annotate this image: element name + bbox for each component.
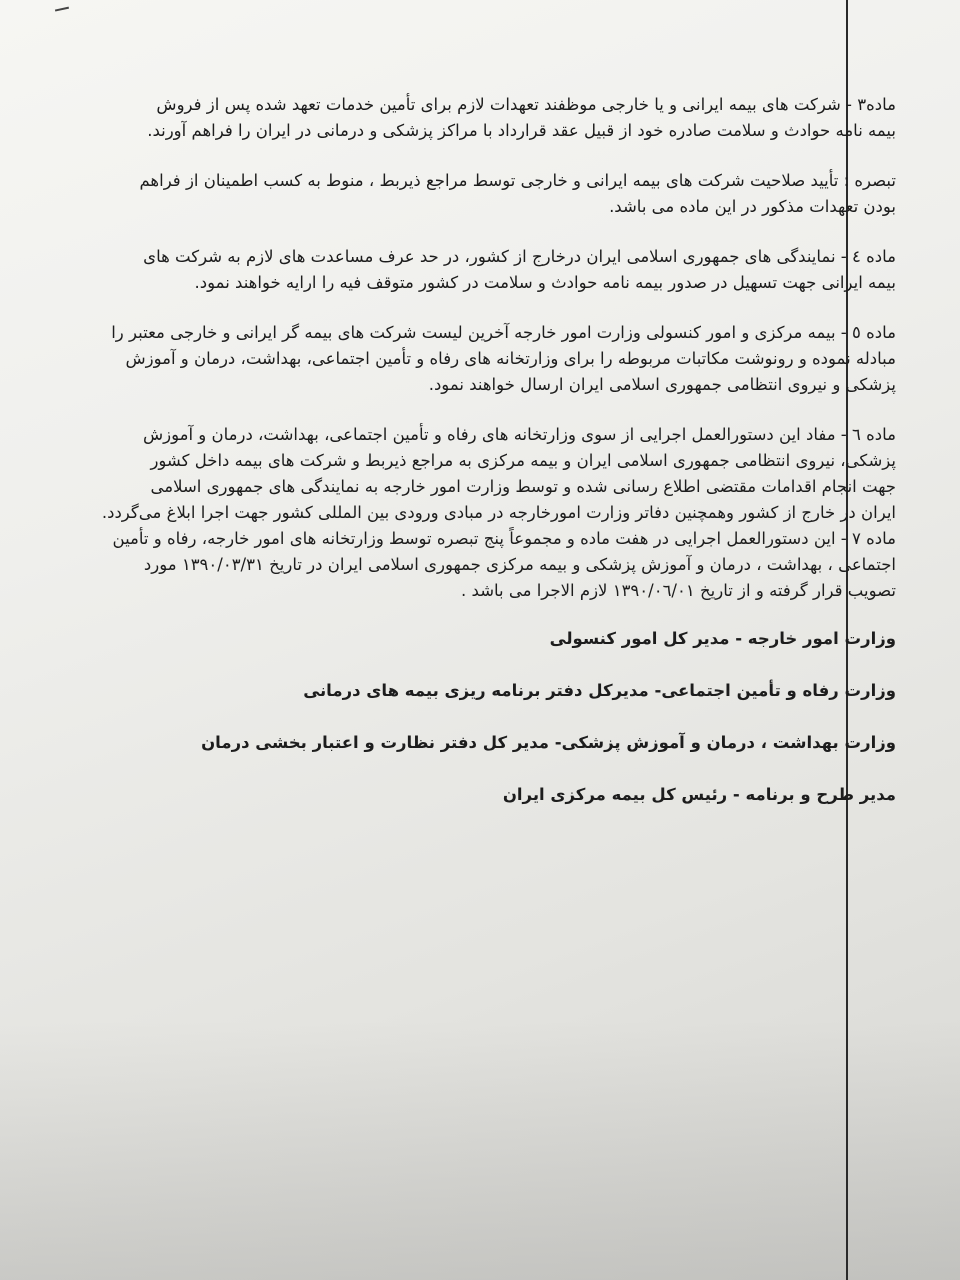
signatories — [52, 626, 896, 808]
text-line: بیمه ایرانی جهت تسهیل در صدور بیمه نامه حوادث و سلامت در کشور متوقف فیه را ارایه خواهند نمود. — [194, 273, 896, 292]
signatory: وزارت امور خارجه - مدیر کل امور کنسولی — [549, 629, 896, 648]
text-line: اجتماعی ، بهداشت ، درمان و آموزش پزشکی و بیمه مرکزی جمهوری اسلامی ایران در تاریخ ۱۳۹۰/۰۳/۳۱ مورد — [143, 555, 896, 574]
article-6-7 — [52, 422, 896, 604]
document-body — [52, 92, 896, 834]
text-line: ماده ۷ - این دستورالعمل اجرایی در هفت ماده و مجموعاً پنج تبصره توسط وزارتخانه های امور خارجه، رفاه و تأمین — [112, 529, 896, 548]
article-4 — [52, 244, 896, 296]
article-5 — [52, 320, 896, 398]
text-line: تصویب قرار گرفته و از تاریخ ۱۳۹۰/۰٦/۰۱ لازم الاجرا می باشد . — [461, 581, 896, 600]
signatory: وزارت بهداشت ، درمان و آموزش پزشکی- مدیر کل دفتر نظارت و اعتبار بخشی درمان — [201, 733, 896, 752]
text-line: بودن تعهدات مذکور در این ماده می باشد. — [609, 197, 896, 216]
text-line: مبادله نموده و رونوشت مکاتبات مربوطه را برای وزارتخانه های رفاه و تأمین اجتماعی، بهداشت، درمان و آموزش — [125, 349, 896, 368]
text-line: ماده ٦ - مفاد این دستورالعمل اجرایی از سوی وزارتخانه های رفاه و تأمین اجتماعی، بهداشت، درمان و آموزش — [143, 425, 896, 444]
text-line: تبصره : تأیید صلاحیت شرکت های بیمه ایرانی و خارجی توسط مراجع ذیربط ، منوط به کسب اطمینان از فراهم — [139, 171, 896, 190]
text-line: ایران در خارج از کشور وهمچنین دفاتر وزارت امورخارجه در مبادی ورودی بین المللی کشور جهت اجرا ابلاغ می‌گردد. — [101, 503, 896, 522]
text-line: بیمه نامه حوادث و سلامت صادره خود از قبیل عقد قرارداد با مراکز پزشکی و درمانی در ایران را فراهم آورند. — [147, 121, 896, 140]
text-line: ماده ٥ - بیمه مرکزی و امور کنسولی وزارت امور خارجه آخرین لیست شرکت های بیمه گر ایرانی و خارجی معتبر را — [111, 323, 896, 342]
pen-mark — [55, 7, 71, 22]
note-article-3 — [52, 168, 896, 220]
article-3 — [52, 92, 896, 144]
text-line: جهت انجام اقدامات مقتضی اطلاع رسانی شده و توسط وزارت امور خارجه به نمایندگی های جمهوری اسلامی — [150, 477, 896, 496]
signatory: مدیر طرح و برنامه - رئیس کل بیمه مرکزی ایران — [502, 785, 896, 804]
text-line: پزشکی، نیروی انتظامی جمهوری اسلامی ایران و بیمه مرکزی به مراجع ذیربط و شرکت های بیمه داخل کشور — [150, 451, 896, 470]
text-line: ماده۳ - شرکت های بیمه ایرانی و یا خارجی موظفند تعهدات لازم برای تأمین خدمات تعهد شده پس از فروش — [156, 95, 896, 114]
paper-shadow — [0, 1020, 960, 1280]
text-line: ماده ٤ - نمایندگی های جمهوری اسلامی ایران درخارج از کشور، در حد عرف مساعدت های لازم به شرکت های — [143, 247, 896, 266]
signatory: وزارت رفاه و تأمین اجتماعی- مدیرکل دفتر برنامه ریزی بیمه های درمانی — [303, 681, 896, 700]
text-line: پزشکی و نیروی انتظامی جمهوری اسلامی ایران ارسال خواهند نمود. — [428, 375, 896, 394]
